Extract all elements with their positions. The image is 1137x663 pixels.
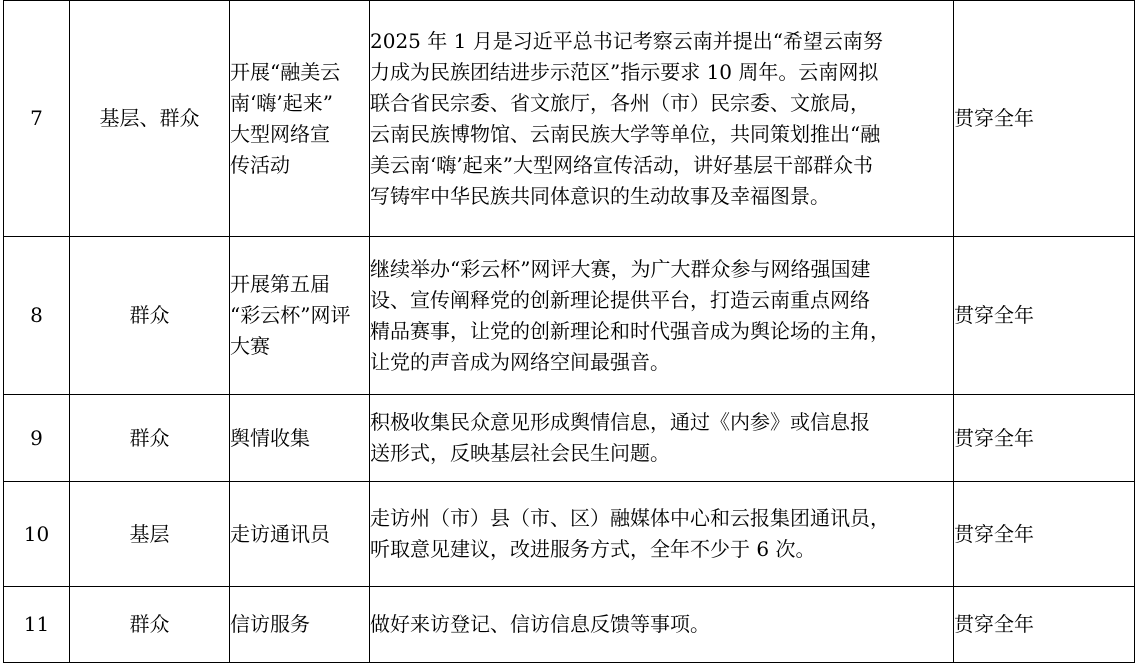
activity-content bbox=[370, 587, 954, 663]
activity-name-line: 南‘嗨’起来” bbox=[230, 90, 333, 115]
activity-content bbox=[370, 237, 954, 395]
time-period: 贯穿全年 bbox=[954, 395, 1135, 482]
time-period: 贯穿全年 bbox=[954, 1, 1135, 237]
target-audience: 基层 bbox=[70, 482, 230, 587]
content-line: 精品赛事，让党的创新理论和时代强音成为舆论场的主角， bbox=[370, 318, 890, 343]
content-line: 写铸牢中华民族共同体意识的生动故事及幸福图景。 bbox=[370, 183, 830, 208]
activity-content bbox=[370, 482, 954, 587]
activity-name bbox=[230, 237, 370, 395]
activity-name-line: 大型网络宣 bbox=[230, 121, 330, 146]
content-line: 力成为民族团结进步示范区”指示要求 10 周年。云南网拟 bbox=[370, 59, 879, 84]
content-line: 走访州（市）县（市、区）融媒体中心和云报集团通讯员， bbox=[370, 506, 890, 530]
activity-name-line: 信访服务 bbox=[230, 612, 310, 636]
activity-name-line: 走访通讯员 bbox=[230, 521, 330, 546]
time-period: 贯穿全年 bbox=[954, 587, 1135, 663]
content-line: 继续举办“彩云杯”网评大赛，为广大群众参与网络强国建 bbox=[370, 256, 871, 281]
content-line: 美云南‘嗨’起来”大型网络宣传活动，讲好基层干部群众书 bbox=[370, 152, 873, 177]
activity-content bbox=[370, 1, 954, 237]
target-audience: 群众 bbox=[70, 395, 230, 482]
activity-name-line: 开展“融美云 bbox=[230, 59, 341, 84]
activity-name bbox=[230, 395, 370, 482]
time-period: 贯穿全年 bbox=[954, 237, 1135, 395]
activity-name-line: 传活动 bbox=[230, 152, 290, 177]
schedule-table bbox=[3, 0, 1135, 663]
activity-name-line: “彩云杯”网评 bbox=[230, 303, 351, 327]
activity-content bbox=[370, 395, 954, 482]
schedule-body bbox=[4, 1, 1135, 663]
row-number: 10 bbox=[4, 482, 70, 587]
content-line: 让党的声音成为网络空间最强音。 bbox=[370, 349, 670, 374]
activity-name-line: 大赛 bbox=[230, 334, 270, 358]
table-row bbox=[4, 587, 1135, 663]
table-row bbox=[4, 482, 1135, 587]
content-line: 送形式，反映基层社会民生问题。 bbox=[370, 441, 670, 465]
time-period: 贯穿全年 bbox=[954, 482, 1135, 587]
target-audience: 基层、群众 bbox=[70, 1, 230, 237]
row-number: 9 bbox=[4, 395, 70, 482]
table-row bbox=[4, 237, 1135, 395]
row-number: 11 bbox=[4, 587, 70, 663]
content-line: 积极收集民众意见形成舆情信息，通过《内参》或信息报 bbox=[370, 410, 870, 434]
target-audience: 群众 bbox=[70, 587, 230, 663]
content-line: 联合省民宗委、省文旅厅，各州（市）民宗委、文旅局， bbox=[370, 90, 870, 115]
content-line: 听取意见建议，改进服务方式，全年不少于 6 次。 bbox=[370, 537, 816, 561]
row-number: 8 bbox=[4, 237, 70, 395]
target-audience: 群众 bbox=[70, 237, 230, 395]
table-row bbox=[4, 1, 1135, 237]
activity-name bbox=[230, 482, 370, 587]
activity-name bbox=[230, 587, 370, 663]
row-number: 7 bbox=[4, 1, 70, 237]
content-line: 2025 年 1 月是习近平总书记考察云南并提出“希望云南努 bbox=[370, 28, 883, 53]
table-row bbox=[4, 395, 1135, 482]
activity-name-line: 开展第五届 bbox=[230, 272, 330, 296]
activity-name bbox=[230, 1, 370, 237]
content-line: 做好来访登记、信访信息反馈等事项。 bbox=[370, 612, 710, 636]
activity-name-line: 舆情收集 bbox=[230, 425, 310, 450]
content-line: 云南民族博物馆、云南民族大学等单位，共同策划推出“融 bbox=[370, 121, 881, 146]
content-line: 设、宣传阐释党的创新理论提供平台，打造云南重点网络 bbox=[370, 287, 870, 312]
